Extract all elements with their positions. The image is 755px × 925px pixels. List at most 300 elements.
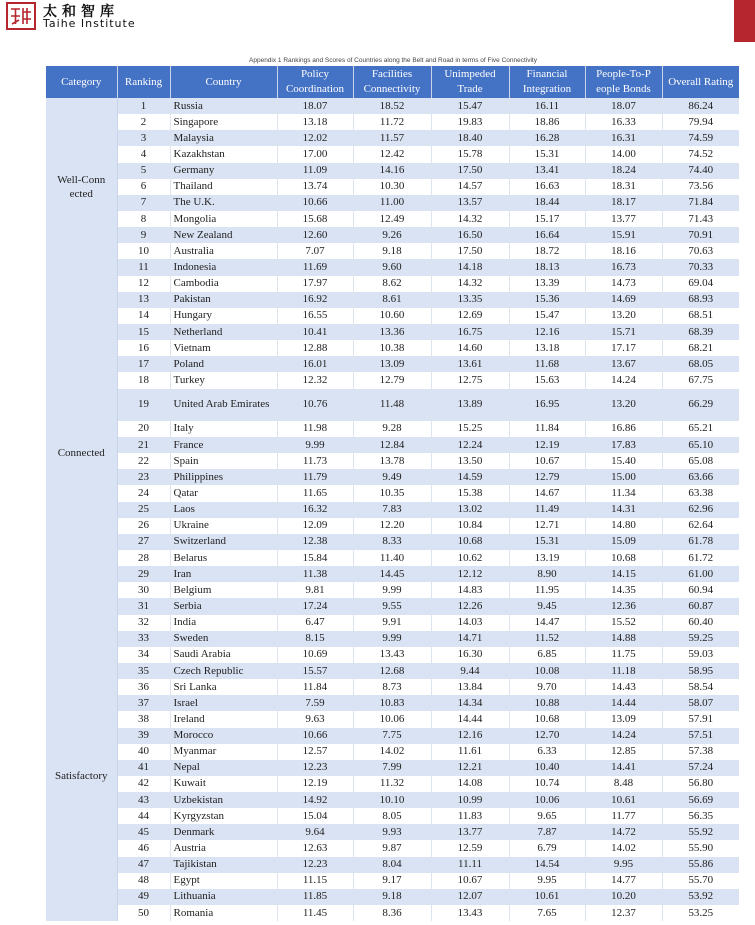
score-cell: 10.83: [353, 695, 431, 711]
score-cell: 63.38: [688, 486, 714, 499]
score-cell: 17.50: [431, 243, 509, 259]
ranking-cell: 9: [117, 227, 170, 243]
ranking-cell: 1: [117, 98, 170, 114]
score-cell: 11.69: [277, 259, 353, 275]
ranking-cell: 43: [117, 792, 170, 808]
score-cell: 11.98: [277, 421, 353, 437]
table-row: [46, 566, 739, 582]
ranking-cell: 8: [117, 211, 170, 227]
score-cell: 14.47: [509, 615, 585, 631]
score-cell: 13.78: [353, 453, 431, 469]
score-cell: 18.07: [585, 98, 662, 114]
score-cell: 14.73: [585, 276, 662, 292]
score-cell: 11.79: [277, 469, 353, 485]
country-cell: Belarus: [170, 550, 277, 566]
table-row: [46, 98, 739, 114]
table-row: [46, 195, 739, 211]
table-row: [46, 421, 739, 437]
country-cell: The U.K.: [170, 195, 277, 211]
score-cell: 16.33: [585, 114, 662, 130]
score-cell: 13.43: [353, 647, 431, 663]
ranking-cell: 15: [117, 324, 170, 340]
country-cell: Morocco: [170, 728, 277, 744]
score-cell: 10.61: [585, 792, 662, 808]
ranking-cell: 3: [117, 130, 170, 146]
ranking-cell: 44: [117, 808, 170, 824]
score-cell: 10.38: [353, 340, 431, 356]
score-cell: 63.66: [662, 469, 739, 485]
table-row: [46, 227, 739, 243]
table-row: [46, 889, 739, 905]
score-cell: 74.52: [688, 147, 714, 160]
ranking-cell: 11: [117, 259, 170, 275]
corner-accent: [734, 0, 755, 42]
country-cell: Germany: [170, 163, 277, 179]
score-cell: 16.30: [431, 647, 509, 663]
score-cell: 9.64: [277, 824, 353, 840]
score-cell: 12.69: [431, 308, 509, 324]
table-row: [46, 276, 739, 292]
score-cell: 14.31: [585, 502, 662, 518]
score-cell: 9.65: [509, 808, 585, 824]
score-cell: 6.33: [509, 744, 585, 760]
score-cell: 12.19: [277, 776, 353, 792]
ranking-cell: 6: [117, 179, 170, 195]
score-cell: 12.19: [509, 437, 585, 453]
country-cell: Serbia: [170, 598, 277, 614]
score-cell: 13.35: [431, 292, 509, 308]
score-cell: 16.64: [509, 227, 585, 243]
score-cell: 10.68: [585, 550, 662, 566]
ranking-cell: 24: [117, 485, 170, 501]
score-cell: 12.63: [277, 840, 353, 856]
country-cell: Russia: [170, 98, 277, 114]
score-cell: 70.63: [688, 244, 714, 257]
score-cell: 15.68: [277, 211, 353, 227]
score-cell: 12.37: [585, 905, 662, 921]
country-cell: France: [170, 437, 277, 453]
score-cell: 17.24: [277, 598, 353, 614]
score-cell: 11.45: [277, 905, 353, 921]
score-cell: 12.42: [353, 146, 431, 162]
country-cell: Uzbekistan: [170, 792, 277, 808]
score-cell: 7.75: [353, 728, 431, 744]
score-cell: 11.61: [431, 744, 509, 760]
country-cell: Spain: [170, 453, 277, 469]
score-cell: 65.08: [688, 454, 714, 467]
score-cell: 15.36: [509, 292, 585, 308]
score-cell: 11.75: [585, 647, 662, 663]
country-cell: Sri Lanka: [170, 679, 277, 695]
score-cell: 19.83: [431, 114, 509, 130]
table-row: [46, 631, 739, 647]
score-cell: 13.02: [431, 502, 509, 518]
score-cell: 13.50: [431, 453, 509, 469]
score-cell: 58.07: [662, 695, 739, 711]
score-cell: 16.50: [431, 227, 509, 243]
score-cell: 12.71: [509, 518, 585, 534]
score-cell: 7.83: [353, 502, 431, 518]
score-cell: 8.62: [353, 276, 431, 292]
score-cell: 10.76: [277, 389, 353, 421]
score-cell: 13.77: [431, 824, 509, 840]
score-cell: 10.61: [509, 889, 585, 905]
score-cell: 11.85: [277, 889, 353, 905]
country-cell: Romania: [170, 905, 277, 921]
score-cell: 15.04: [277, 808, 353, 824]
score-cell: 7.59: [277, 695, 353, 711]
score-cell: 12.57: [277, 744, 353, 760]
score-cell: 14.57: [431, 179, 509, 195]
country-cell: Saudi Arabia: [170, 647, 277, 663]
score-cell: 9.87: [353, 840, 431, 856]
table-row: [46, 130, 739, 146]
score-cell: 8.15: [277, 631, 353, 647]
country-cell: Cambodia: [170, 276, 277, 292]
score-cell: 13.74: [277, 179, 353, 195]
country-cell: Switzerland: [170, 534, 277, 550]
score-cell: 57.38: [688, 745, 714, 758]
ranking-cell: 30: [117, 582, 170, 598]
score-cell: 9.26: [353, 227, 431, 243]
score-cell: 11.49: [509, 502, 585, 518]
score-cell: 11.84: [277, 679, 353, 695]
score-cell: 62.64: [688, 519, 714, 532]
score-cell: 12.84: [353, 437, 431, 453]
score-cell: 18.72: [509, 243, 585, 259]
ranking-cell: 35: [117, 663, 170, 679]
score-cell: 14.71: [431, 631, 509, 647]
table-row: [46, 243, 739, 259]
score-cell: 10.84: [431, 518, 509, 534]
score-cell: 14.77: [585, 873, 662, 889]
country-cell: Denmark: [170, 824, 277, 840]
ranking-cell: 21: [117, 437, 170, 453]
country-cell: Myanmar: [170, 744, 277, 760]
score-cell: 12.75: [431, 372, 509, 388]
score-cell: 15.31: [509, 146, 585, 162]
score-cell: 13.57: [431, 195, 509, 211]
table-row: [46, 598, 739, 614]
score-cell: 8.04: [353, 857, 431, 873]
table-row: [46, 259, 739, 275]
score-cell: 68.51: [688, 309, 714, 322]
score-cell: 11.15: [277, 873, 353, 889]
header-row: [46, 66, 739, 98]
score-cell: 9.44: [431, 663, 509, 679]
table-row: [46, 469, 739, 485]
ranking-cell: 26: [117, 518, 170, 534]
country-cell: Malaysia: [170, 130, 277, 146]
score-cell: 12.20: [353, 518, 431, 534]
table-row: [46, 211, 739, 227]
score-cell: 53.92: [662, 889, 739, 905]
score-cell: 14.24: [585, 728, 662, 744]
score-cell: 55.86: [662, 857, 739, 873]
score-cell: 15.09: [585, 534, 662, 550]
score-cell: 17.00: [277, 146, 353, 162]
score-cell: 14.00: [585, 146, 662, 162]
ranking-cell: 39: [117, 728, 170, 744]
score-cell: 9.18: [353, 889, 431, 905]
score-cell: 68.39: [662, 324, 739, 340]
score-cell: 71.43: [688, 212, 714, 225]
table-row: [46, 776, 739, 792]
score-cell: 13.18: [509, 340, 585, 356]
column-header: Policy Coordination: [277, 66, 353, 98]
score-cell: 9.55: [353, 598, 431, 614]
score-cell: 10.40: [509, 760, 585, 776]
category-cell: Well-Conn ected: [46, 98, 117, 276]
score-cell: 17.17: [585, 340, 662, 356]
score-cell: 11.40: [353, 550, 431, 566]
table-row: [46, 647, 739, 663]
table-row: [46, 550, 739, 566]
table-row: [46, 453, 739, 469]
country-cell: Tajikistan: [170, 857, 277, 873]
country-cell: Sweden: [170, 631, 277, 647]
score-cell: 10.08: [509, 663, 585, 679]
ranking-cell: 16: [117, 340, 170, 356]
score-cell: 10.67: [509, 453, 585, 469]
score-cell: 15.40: [585, 453, 662, 469]
country-cell: Kazakhstan: [170, 146, 277, 162]
score-cell: 7.99: [353, 760, 431, 776]
score-cell: 70.91: [662, 227, 739, 243]
score-cell: 12.23: [277, 760, 353, 776]
score-cell: 14.41: [585, 760, 662, 776]
ranking-cell: 50: [117, 905, 170, 921]
table-row: [46, 308, 739, 324]
score-cell: 11.65: [277, 485, 353, 501]
score-cell: 10.69: [277, 647, 353, 663]
score-cell: 10.35: [353, 485, 431, 501]
score-cell: 10.60: [353, 308, 431, 324]
ranking-cell: 46: [117, 840, 170, 856]
score-cell: 57.91: [688, 712, 714, 725]
table-row: [46, 534, 739, 550]
score-cell: 15.38: [431, 485, 509, 501]
score-cell: 11.68: [509, 356, 585, 372]
score-cell: 10.67: [431, 873, 509, 889]
score-cell: 61.72: [688, 551, 714, 564]
score-cell: 11.73: [277, 453, 353, 469]
ranking-cell: 17: [117, 356, 170, 372]
table-row: [46, 857, 739, 873]
score-cell: 12.16: [431, 728, 509, 744]
score-cell: 14.67: [509, 485, 585, 501]
country-cell: Hungary: [170, 308, 277, 324]
score-cell: 10.41: [277, 324, 353, 340]
country-cell: Kuwait: [170, 776, 277, 792]
country-cell: Turkey: [170, 372, 277, 388]
score-cell: 12.24: [431, 437, 509, 453]
score-cell: 15.84: [277, 550, 353, 566]
table-row: [46, 179, 739, 195]
score-cell: 17.50: [431, 163, 509, 179]
country-cell: Singapore: [170, 114, 277, 130]
score-cell: 13.09: [585, 711, 662, 727]
ranking-cell: 47: [117, 857, 170, 873]
table-row: [46, 792, 739, 808]
table-row: [46, 292, 739, 308]
score-cell: 14.60: [431, 340, 509, 356]
score-cell: 10.06: [509, 792, 585, 808]
seal-icon: [8, 4, 34, 28]
score-cell: 16.75: [431, 324, 509, 340]
table-row: [46, 873, 739, 889]
ranking-cell: 4: [117, 146, 170, 162]
score-cell: 16.55: [277, 308, 353, 324]
score-cell: 13.43: [431, 905, 509, 921]
score-cell: 12.38: [277, 534, 353, 550]
score-cell: 12.07: [431, 889, 509, 905]
score-cell: 12.21: [431, 760, 509, 776]
score-cell: 12.68: [353, 663, 431, 679]
country-cell: Ireland: [170, 711, 277, 727]
score-cell: 11.09: [277, 163, 353, 179]
score-cell: 11.11: [431, 857, 509, 873]
score-cell: 71.84: [662, 195, 739, 211]
score-cell: 13.20: [585, 308, 662, 324]
country-cell: Israel: [170, 695, 277, 711]
score-cell: 9.91: [353, 615, 431, 631]
ranking-cell: 36: [117, 679, 170, 695]
score-cell: 65.21: [688, 422, 714, 435]
country-cell: Lithuania: [170, 889, 277, 905]
score-cell: 18.40: [431, 130, 509, 146]
score-cell: 11.48: [353, 389, 431, 421]
score-cell: 11.83: [431, 808, 509, 824]
score-cell: 14.45: [353, 566, 431, 582]
score-cell: 15.91: [585, 227, 662, 243]
score-cell: 18.07: [277, 98, 353, 114]
table-row: [46, 582, 739, 598]
country-cell: Australia: [170, 243, 277, 259]
score-cell: 11.84: [509, 421, 585, 437]
ranking-cell: 5: [117, 163, 170, 179]
country-cell: Iran: [170, 566, 277, 582]
score-cell: 59.25: [662, 631, 739, 647]
table-row: [46, 437, 739, 453]
score-cell: 9.70: [509, 679, 585, 695]
table-row: [46, 163, 739, 179]
table-row: [46, 695, 739, 711]
table-row: [46, 760, 739, 776]
score-cell: 12.16: [509, 324, 585, 340]
ranking-cell: 2: [117, 114, 170, 130]
score-cell: 13.36: [353, 324, 431, 340]
table-caption: Appendix 1 Rankings and Scores of Countries along the Belt and Road in terms of Five Connectivity: [249, 57, 537, 64]
score-cell: 11.57: [353, 130, 431, 146]
score-cell: 58.54: [688, 680, 714, 693]
brand-name-cn: 太和智库: [43, 4, 119, 20]
score-cell: 57.51: [662, 728, 739, 744]
score-cell: 8.05: [353, 808, 431, 824]
score-cell: 55.70: [688, 874, 714, 887]
score-cell: 11.72: [353, 114, 431, 130]
score-cell: 14.83: [431, 582, 509, 598]
score-cell: 15.78: [431, 146, 509, 162]
score-cell: 15.17: [509, 211, 585, 227]
score-cell: 15.31: [509, 534, 585, 550]
score-cell: 9.60: [353, 259, 431, 275]
table-row: [46, 502, 739, 518]
table-row: [46, 518, 739, 534]
score-cell: 12.36: [585, 598, 662, 614]
country-cell: Indonesia: [170, 259, 277, 275]
score-cell: 8.73: [353, 679, 431, 695]
ranking-cell: 31: [117, 598, 170, 614]
score-cell: 11.34: [585, 485, 662, 501]
score-cell: 15.47: [509, 308, 585, 324]
table-row: [46, 808, 739, 824]
score-cell: 14.32: [431, 211, 509, 227]
score-cell: 9.17: [353, 873, 431, 889]
ranking-cell: 22: [117, 453, 170, 469]
score-cell: 12.26: [431, 598, 509, 614]
score-cell: 10.66: [277, 728, 353, 744]
score-cell: 14.80: [585, 518, 662, 534]
score-cell: 53.25: [688, 906, 714, 919]
table-row: [46, 340, 739, 356]
score-cell: 13.20: [585, 389, 662, 421]
score-cell: 15.47: [431, 98, 509, 114]
ranking-cell: 23: [117, 469, 170, 485]
score-cell: 9.28: [353, 421, 431, 437]
table-row: [46, 389, 739, 421]
table-row: [46, 905, 739, 921]
score-cell: 13.39: [509, 276, 585, 292]
ranking-cell: 25: [117, 502, 170, 518]
country-cell: Italy: [170, 421, 277, 437]
score-cell: 14.03: [431, 615, 509, 631]
score-cell: 9.95: [585, 857, 662, 873]
ranking-cell: 14: [117, 308, 170, 324]
score-cell: 14.43: [585, 679, 662, 695]
score-cell: 10.68: [509, 711, 585, 727]
score-cell: 55.90: [688, 842, 714, 855]
score-cell: 62.96: [662, 502, 739, 518]
ranking-cell: 49: [117, 889, 170, 905]
ranking-cell: 48: [117, 873, 170, 889]
score-cell: 10.62: [431, 550, 509, 566]
score-cell: 14.44: [585, 695, 662, 711]
score-cell: 13.09: [353, 356, 431, 372]
score-cell: 18.24: [585, 163, 662, 179]
score-cell: 16.32: [277, 502, 353, 518]
score-cell: 61.78: [662, 534, 739, 550]
score-cell: 9.18: [353, 243, 431, 259]
ranking-cell: 40: [117, 744, 170, 760]
score-cell: 70.33: [662, 259, 739, 275]
ranking-cell: 10: [117, 243, 170, 259]
score-cell: 17.83: [585, 437, 662, 453]
ranking-cell: 37: [117, 695, 170, 711]
ranking-cell: 12: [117, 276, 170, 292]
score-cell: 74.40: [662, 163, 739, 179]
score-cell: 74.59: [662, 130, 739, 146]
score-cell: 60.40: [688, 616, 714, 629]
country-cell: United Arab Emirates: [170, 389, 277, 421]
country-cell: Vietnam: [170, 340, 277, 356]
score-cell: 12.70: [509, 728, 585, 744]
country-cell: Thailand: [170, 179, 277, 195]
column-header: Unimpeded Trade: [431, 66, 509, 98]
score-cell: 56.35: [688, 809, 714, 822]
score-cell: 12.49: [353, 211, 431, 227]
score-cell: 13.41: [509, 163, 585, 179]
